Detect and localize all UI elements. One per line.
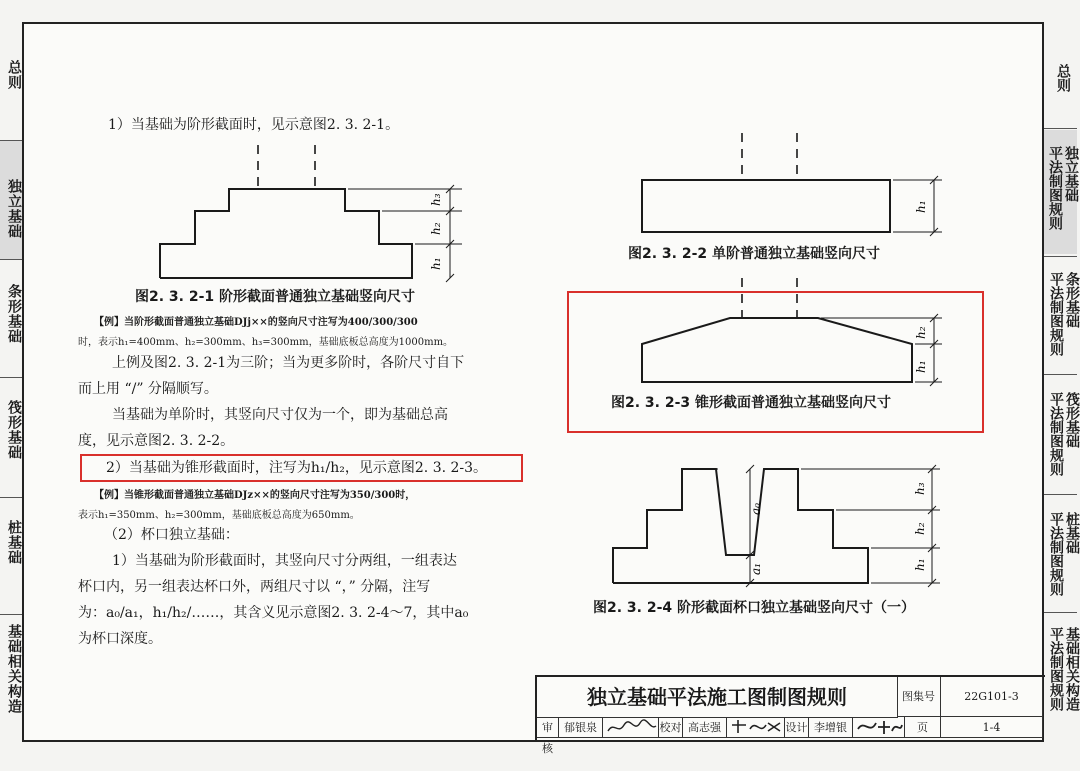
right-tab-general[interactable]	[1048, 64, 1077, 124]
dim-h1: h₁	[914, 200, 928, 213]
paragraph-1-line1: 上例及图2. 3. 2-1为三阶；当为更多阶时，各阶尺寸自下	[112, 355, 465, 371]
example-2-line1: 【例】当锥形截面普通独立基础DJz××的竖向尺寸注写为350/300时，	[94, 490, 416, 501]
example-2-line2: 表示h₁=350mm、h₂=300mm，基础底板总高度为650mm。	[78, 510, 360, 521]
right-tab-label: 独立基础	[1063, 146, 1079, 202]
dim-h2: h₂	[913, 522, 927, 535]
dim-h3: h₃	[913, 482, 927, 495]
sheet-title: 独立基础平法施工图制图规则	[537, 677, 898, 718]
dim-h2: h₂	[914, 326, 928, 339]
figure-caption-2: 图2. 3. 2-2 单阶普通独立基础竖向尺寸	[628, 246, 881, 262]
figure-stepped-foundation	[150, 140, 475, 285]
right-tab-label: 条形基础	[1064, 272, 1080, 328]
reviewer-name: 郁银泉	[559, 717, 603, 738]
figure-single-step-foundation	[630, 130, 950, 238]
right-tab-strip[interactable]	[1048, 272, 1080, 372]
paragraph-1-line2: 而上用 “/” 分隔顺写。	[78, 381, 218, 397]
right-tab-details[interactable]	[1048, 627, 1080, 737]
figure-caption-1: 图2. 3. 2-1 阶形截面普通独立基础竖向尺寸	[135, 289, 416, 305]
left-tab-raft-foundation[interactable]: 筏形基础	[6, 400, 22, 460]
left-tab-general[interactable]: 总则	[6, 60, 22, 90]
dim-h2: h₂	[429, 222, 443, 235]
right-tab-raft[interactable]	[1048, 392, 1080, 492]
title-block	[535, 675, 1045, 755]
atlas-number: 22G101-3	[941, 677, 1043, 717]
review-label: 审核	[537, 717, 559, 738]
right-tab-label: 桩基础	[1064, 512, 1080, 554]
page-number: 1-4	[941, 717, 1043, 738]
reviewer-signature	[603, 717, 659, 738]
paragraph-3-line4: 为杯口深度。	[78, 631, 162, 647]
paragraph-2-line2: 度，见示意图2. 3. 2-2。	[78, 433, 235, 449]
left-tab-pile-foundation[interactable]: 桩基础	[6, 520, 22, 565]
right-tab-label: 平法制图规则	[1048, 392, 1064, 476]
atlas-label: 图集号	[897, 677, 941, 717]
left-tab-isolated-foundation[interactable]: 独立基础	[0, 141, 22, 259]
body-step1: 1）当基础为阶形截面时，见示意图2. 3. 2-1。	[108, 117, 400, 133]
body-step2-tapered: 2）当基础为锥形截面时，注写为h₁/h₂，见示意图2. 3. 2-3。	[106, 460, 488, 476]
dim-h1: h₁	[913, 558, 927, 571]
designer-signature	[853, 717, 905, 738]
check-label: 校对	[659, 717, 683, 738]
design-label: 设计	[785, 717, 809, 738]
paragraph-3-line2: 杯口内，另一组表达杯口外，两组尺寸以 “，” 分隔，注写	[78, 579, 431, 595]
checker-signature	[727, 717, 785, 738]
dim-a1: a₁	[749, 563, 763, 575]
right-tab-isolated[interactable]	[1044, 130, 1077, 254]
figure-caption-3: 图2. 3. 2-3 锥形截面普通独立基础竖向尺寸	[611, 395, 892, 411]
dim-a0: a₀	[749, 503, 763, 515]
dim-h1: h₁	[429, 257, 443, 270]
right-tab-pile[interactable]	[1048, 512, 1080, 612]
example-1-line2: 时，表示h₁=400mm、h₂=300mm、h₃=300mm，基础底板总高度为1000mm。	[78, 337, 454, 348]
right-tab-label: 筏形基础	[1064, 392, 1080, 448]
right-tab-strip	[1042, 22, 1080, 738]
right-tab-label: 总则	[1055, 64, 1071, 92]
paragraph-3-line1: 1）当基础为阶形截面时，其竖向尺寸分两组，一组表达	[112, 553, 457, 569]
right-tab-label: 平法制图规则	[1048, 512, 1064, 596]
dim-h1: h₁	[914, 360, 928, 373]
page-label: 页	[905, 717, 941, 738]
figure-tapered-foundation	[630, 276, 950, 388]
paragraph-3-line3: 为：a₀/a₁，h₁/h₂/……，其含义见示意图2. 3. 2-4～7，其中a₀	[78, 605, 469, 621]
example-1-line1: 【例】当阶形截面普通独立基础DJj××的竖向尺寸注写为400/300/300	[94, 317, 418, 328]
left-tab-strip	[0, 22, 22, 738]
paragraph-2-line1: 当基础为单阶时，其竖向尺寸仅为一个，即为基础总高	[112, 407, 448, 423]
figure-caption-4: 图2. 3. 2-4 阶形截面杯口独立基础竖向尺寸（一）	[593, 600, 916, 616]
designer-name: 李增银	[809, 717, 853, 738]
right-tab-label: 平法制图规则	[1048, 272, 1064, 356]
figure-cup-foundation	[600, 455, 960, 595]
right-tab-label: 基础相关构造	[1064, 627, 1080, 711]
left-tab-strip-foundation[interactable]: 条形基础	[6, 284, 22, 344]
checker-name: 高志强	[683, 717, 727, 738]
left-tab-foundation-details[interactable]: 基础相关构造	[6, 624, 22, 714]
dim-h3: h₃	[429, 193, 443, 206]
right-tab-label: 平法制图规则	[1047, 146, 1063, 230]
section-cup-foundation: （2）杯口独立基础：	[104, 527, 239, 543]
right-tab-label: 平法制图规则	[1048, 627, 1064, 711]
